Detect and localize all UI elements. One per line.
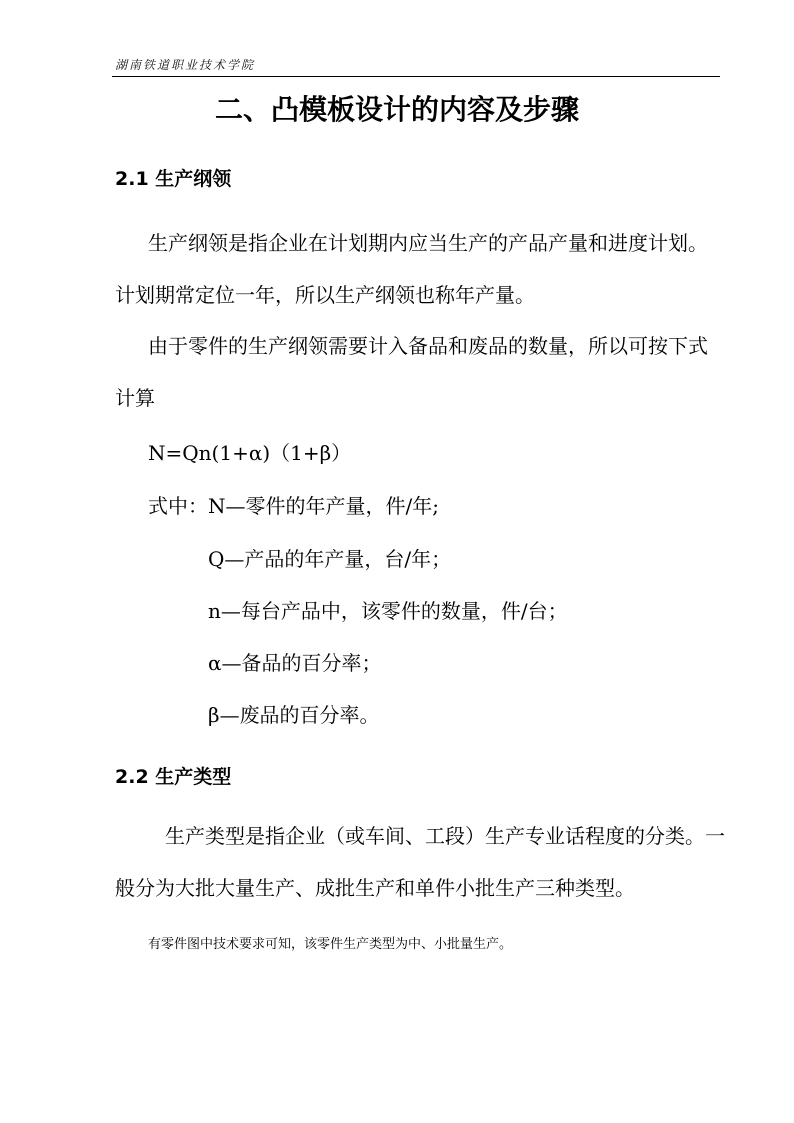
formula: N=Qn(1+α)（1+β）: [148, 441, 352, 465]
formula-item-beta: β—废品的百分率。: [208, 703, 380, 727]
paragraph-production-type: 生产类型是指企业（或车间、工段）生产专业话程度的分类。一般分为大批大量生产、成批生产和单件小批生产三种类型。: [115, 824, 725, 900]
formula-where: 式中：N—零件的年产量，件/年;: [148, 494, 439, 518]
section-heading-2-2: 2.2 生产类型: [115, 766, 232, 788]
header-rule: [112, 76, 720, 77]
formula-item-n: n—每台产品中，该零件的数量，件/台；: [208, 599, 568, 623]
paragraph-production-program: 生产纲领是指企业在计划期内应当生产的产品产量和进度计划。计划期常定位一年，所以生产纲领也称年产量。: [115, 231, 708, 307]
chapter-title: 二、凸模板设计的内容及步骤: [214, 93, 579, 126]
formula-item-q: Q—产品的年产量，台/年；: [208, 547, 452, 571]
paragraph-formula-intro: 由于零件的生产纲领需要计入备品和废品的数量，所以可按下式计算: [115, 334, 708, 410]
formula-item-alpha: α—备品的百分率；: [208, 651, 382, 675]
page-header: 湖南铁道职业技术学院: [115, 58, 256, 72]
note-line: 有零件图中技术要求可知，该零件生产类型为中、小批量生产。: [148, 937, 513, 952]
section-heading-2-1: 2.1 生产纲领: [115, 168, 232, 190]
